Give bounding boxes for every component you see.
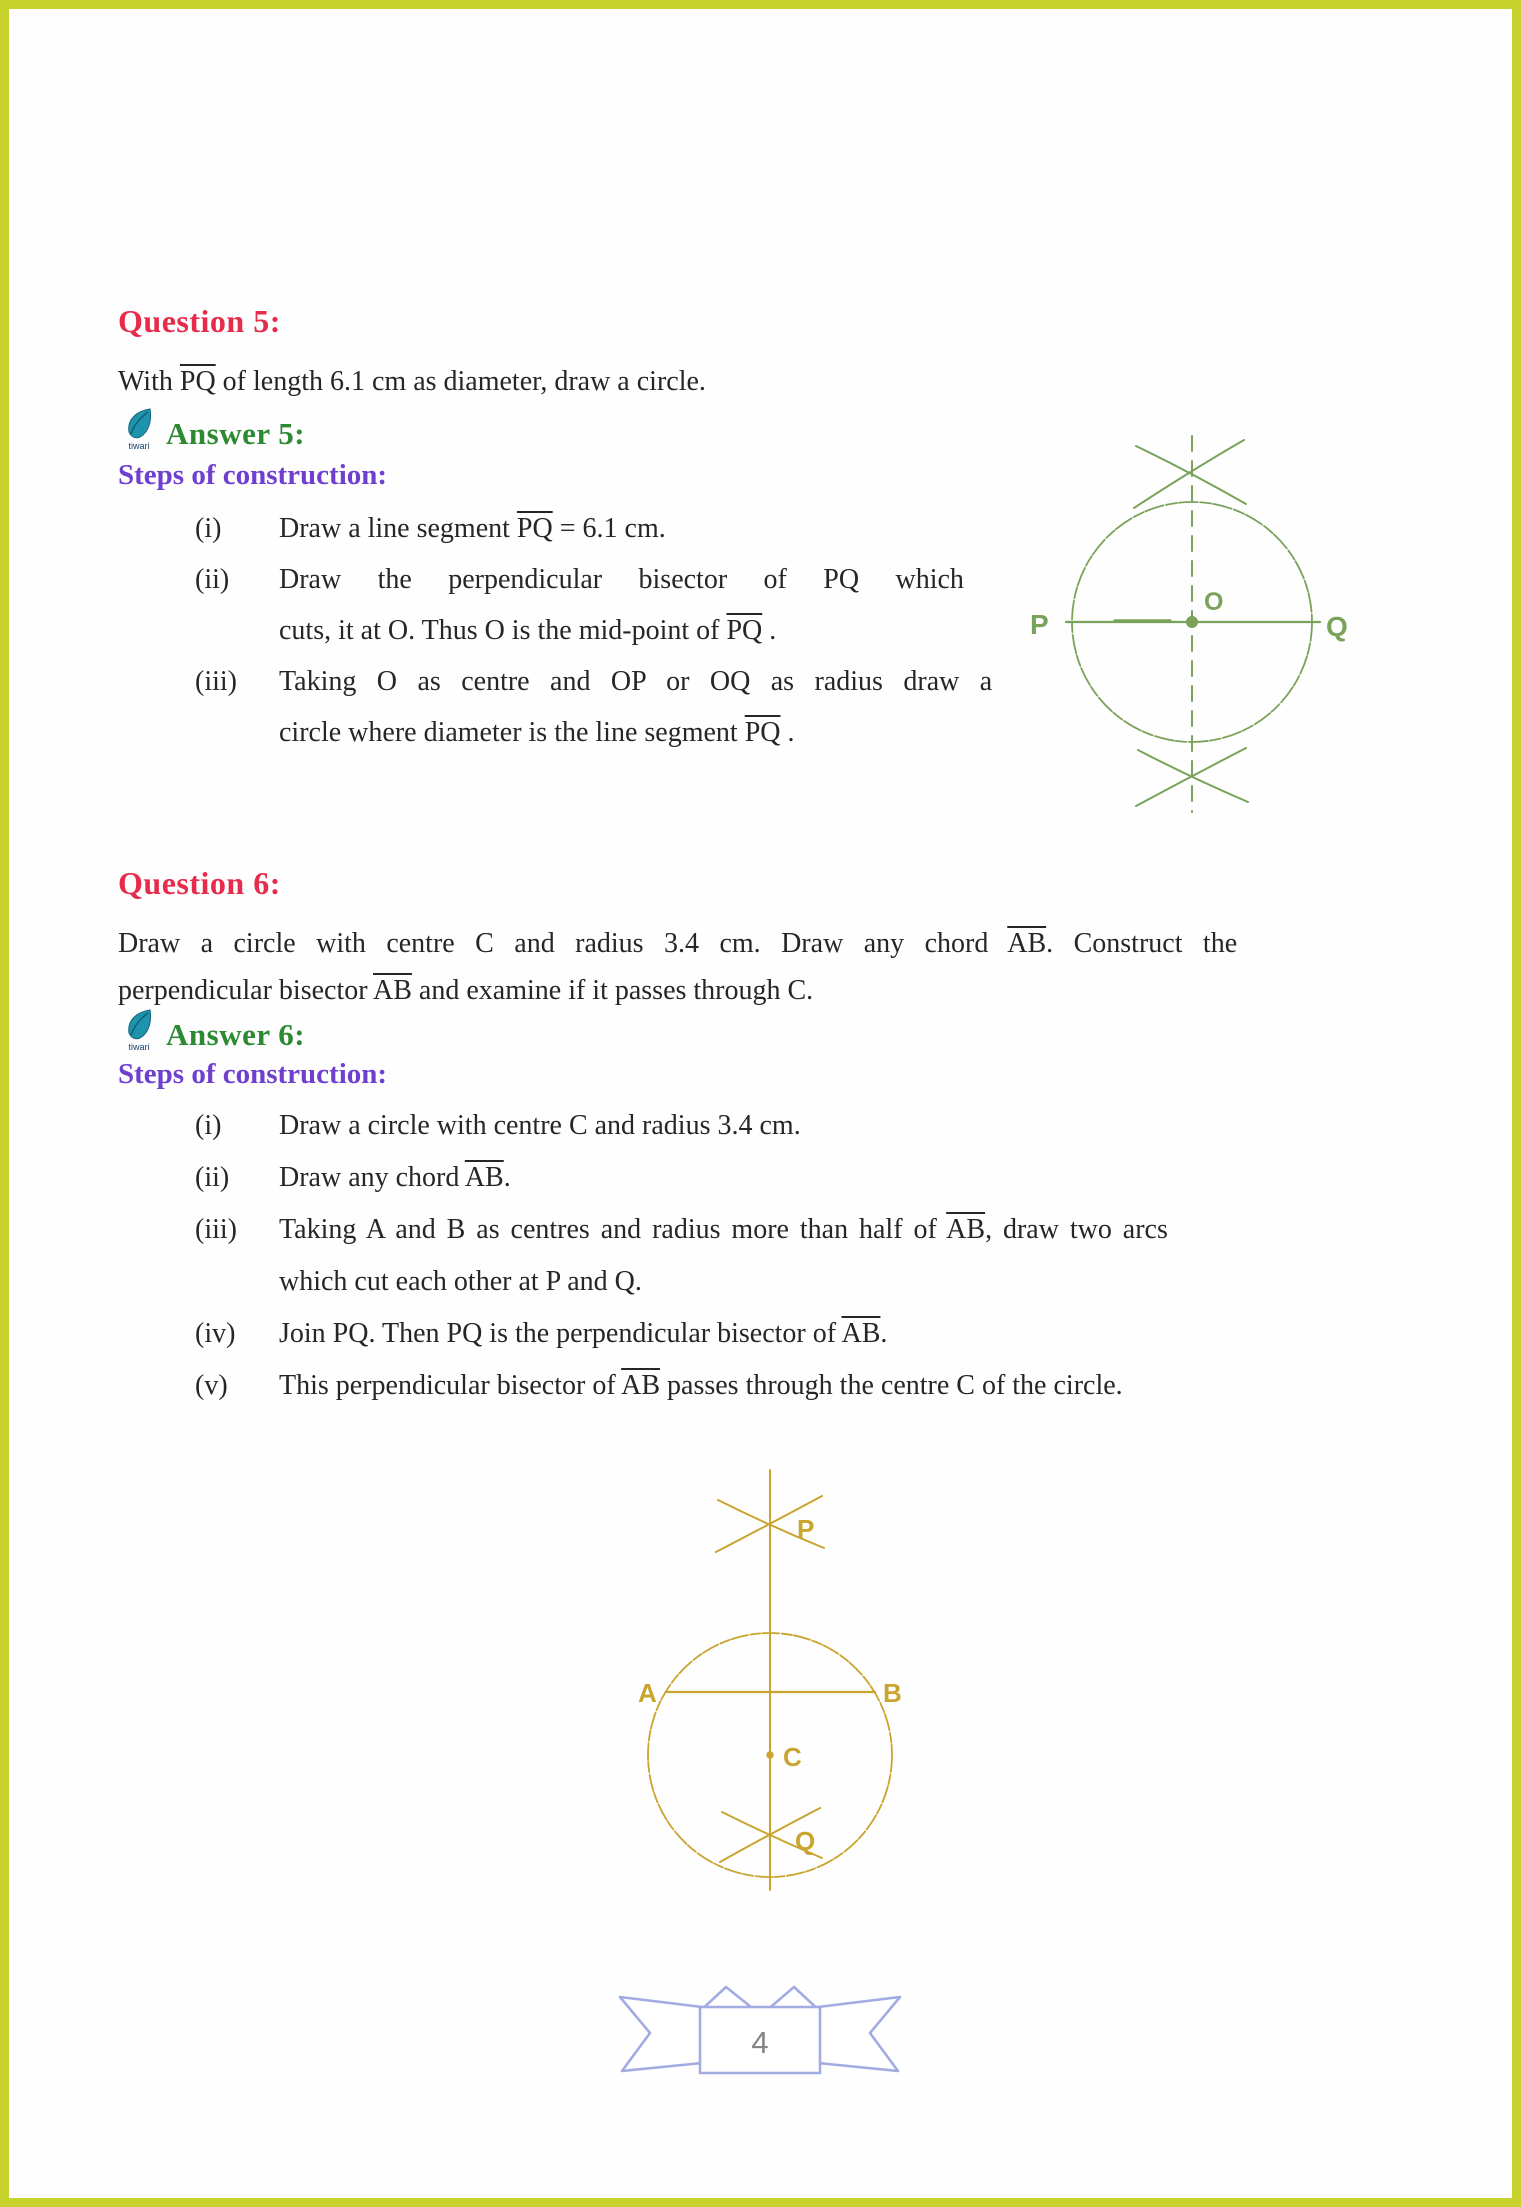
step-text: Taking O as centre and OP or OQ as radius draw a circle where diameter is the line segment $\overline{PQ}$ . <box>279 666 993 748</box>
steps-heading-5: Steps of construction: <box>118 459 388 491</box>
step-row <box>195 656 1009 758</box>
answer5-row <box>121 408 305 451</box>
step-number: (i) <box>195 1110 222 1141</box>
step-text: This perpendicular bisector of $\overline{AB}$ passes through the centre C of the circle. <box>279 1370 1123 1401</box>
label-A: A <box>638 1678 657 1708</box>
centre-point-C <box>767 1752 773 1758</box>
step-number: (ii) <box>195 564 230 595</box>
step-number: (i) <box>195 513 222 544</box>
steps-heading-6: Steps of construction: <box>118 1058 388 1090</box>
step-row <box>195 1100 1294 1152</box>
step-text: Draw a circle with centre C and radius 3.4 cm. <box>279 1110 801 1141</box>
top-arc-2 <box>1134 440 1244 508</box>
ribbon-tail-left <box>620 1997 702 2071</box>
answer5-heading: Answer 5: <box>166 416 306 451</box>
step-text: Taking A and B as centres and radius more than half of $\overline{AB}$, draw two arcs which cut each other at P and Q. <box>279 1214 1168 1297</box>
question5-heading: Question 5: <box>118 303 281 339</box>
step-row <box>195 1204 1294 1308</box>
page-number-ribbon <box>610 1981 910 2081</box>
label-B: B <box>883 1678 902 1708</box>
logo-text: tiwari <box>128 1042 150 1052</box>
diagram-circle-AB <box>590 1440 1010 1920</box>
step-number: (iii) <box>195 666 237 697</box>
leaf-icon <box>124 408 154 442</box>
question5-steps <box>195 503 1009 758</box>
step-text: Join PQ. Then PQ is the perpendicular bisector of $\overline{AB}$. <box>279 1318 888 1349</box>
ribbon-tail-right <box>818 1997 900 2071</box>
tiwari-academy-logo-icon <box>121 1009 157 1052</box>
question6-text: Draw a circle with centre C and radius 3.4 cm. Draw any chord $\overline{AB}$. Construct the perpendicular bisector $\overline{AB}$ and examine if it passes through C. <box>118 928 1238 1006</box>
label-O: O <box>1204 588 1224 616</box>
step-text: Draw a line segment $\overline{PQ} = 6.1$ cm. <box>279 513 666 544</box>
centre-point-O <box>1187 617 1198 628</box>
step-number: (ii) <box>195 1162 230 1193</box>
step-row <box>195 554 1009 656</box>
step-number: (iv) <box>195 1318 236 1349</box>
label-Q: Q <box>795 1826 816 1856</box>
logo-text: tiwari <box>128 441 150 451</box>
diagram-circle-PQ <box>1020 420 1370 830</box>
step-text: Draw any chord $\overline{AB}$. <box>279 1162 511 1193</box>
step-number: (v) <box>195 1370 228 1401</box>
step-row <box>195 1308 1294 1360</box>
answer6-row <box>121 1009 305 1052</box>
answer6-heading: Answer 6: <box>166 1017 306 1052</box>
label-C: C <box>783 1742 802 1772</box>
step-row <box>195 1360 1294 1412</box>
leaf-icon <box>124 1009 154 1043</box>
question6-heading: Question 6: <box>118 865 281 901</box>
page-number: 4 <box>751 2025 769 2060</box>
label-Q: Q <box>1326 611 1348 642</box>
step-text: Draw the perpendicular bisector of PQ which cuts, it at O. Thus O is the mid-point of $\overline{PQ}$ . <box>279 564 964 646</box>
question5-text: With $\overline{PQ}$ of length 6.1 cm as diameter, draw a circle. <box>118 366 706 397</box>
step-row <box>195 1152 1294 1204</box>
tiwari-academy-logo-icon <box>121 408 157 451</box>
label-P: P <box>1030 609 1049 640</box>
question6-steps <box>195 1100 1294 1412</box>
label-P: P <box>797 1514 815 1544</box>
step-number: (iii) <box>195 1214 237 1245</box>
step-row <box>195 503 1009 554</box>
